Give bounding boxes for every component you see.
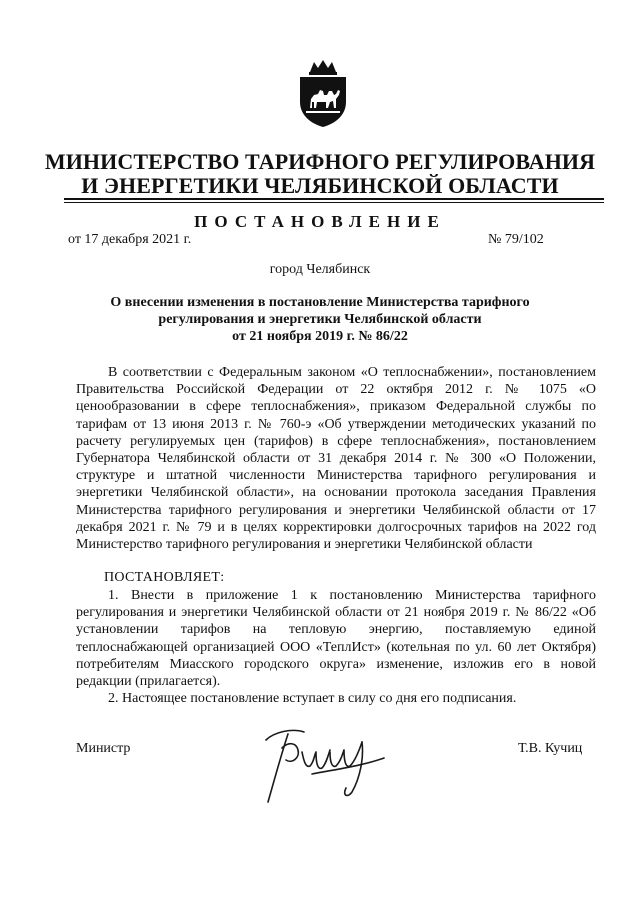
signatory-title: Министр xyxy=(76,741,131,756)
ministry-name-line-2: И ЭНЕРГЕТИКИ ЧЕЛЯБИНСКОЙ ОБЛАСТИ xyxy=(81,173,559,198)
city-name: город Челябинск xyxy=(269,262,371,277)
handwritten-signature xyxy=(252,718,392,804)
document-date: от 17 декабря 2021 г. xyxy=(68,232,192,247)
document-type: ПОСТАНОВЛЕНИЕ xyxy=(194,212,446,231)
item-2-paragraph: 2. Настоящее постановление вступает в силу со дня его подписания. xyxy=(108,691,517,706)
coat-of-arms-icon xyxy=(296,58,350,128)
header-rule-thick xyxy=(64,198,604,200)
document-title-line-2: регулирования и энергетики Челябинской области xyxy=(158,312,482,327)
resolves-heading: ПОСТАНОВЛЯЕТ: xyxy=(104,570,225,585)
document-title-line-3: от 21 ноября 2019 г. № 86/22 xyxy=(232,329,408,344)
header-rule-thin xyxy=(64,202,604,203)
document-number: № 79/102 xyxy=(488,232,544,247)
document-title-line-1: О внесении изменения в постановление Министерства тарифного xyxy=(110,295,530,310)
preamble-paragraph: В соответствии с Федеральным законом «О теплоснабжении», постановлением Правительства Российской Федерации от 22 октября 2012 г. № 1075 «О ценообразовании в сфере теплоснабжения», приказом Федеральной службы по тарифам от 13 июня 2013 г. № 760-э «Об утверждении методических указаний по расчету регулируемых цен (тарифов) в сфере теплоснабжения», постановлением Губернатора Челябинской области от 31 декабря 2014 г. № 300 «О Положении, структуре и штатной численности Министерства тарифного регулирования и энергетики Челябинской области», на основании протокола заседания Правления Министерства тарифного регулирования и энергетики Челябинской области от 17 декабря 2021 г. № 79 и в целях корректировки долгосрочных тарифов на 2022 год Министерство тарифного регулирования и энергетики Челябинской области xyxy=(76,365,596,553)
signatory-name: Т.В. Кучиц xyxy=(518,741,583,756)
item-1-paragraph: 1. Внести в приложение 1 к постановлению Министерства тарифного регулирования и энергетики Челябинской области от 21 ноября 2019 г. № 86/22 «Об установлении тарифов на тепловую энергию, поставляемую единой теплоснабжающей организацией ООО «ТеплИст» (котельная по ул. 60 лет Октября) потребителям Миасского городского округа» изменение, изложив его в новой редакции (прилагается). xyxy=(76,588,596,690)
ministry-name-line-1: МИНИСТЕРСТВО ТАРИФНОГО РЕГУЛИРОВАНИЯ xyxy=(44,149,596,174)
